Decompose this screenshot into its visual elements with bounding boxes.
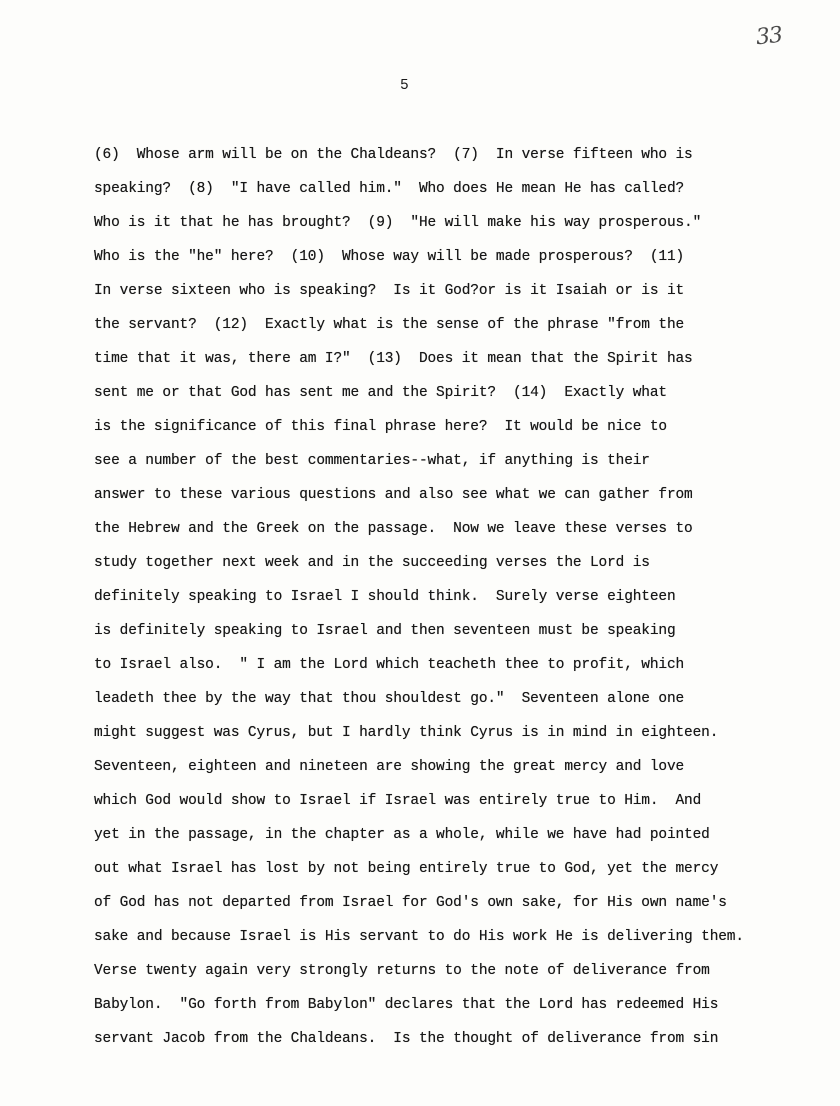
text-line: out what Israel has lost by not being entirely true to God, yet the mercy: [94, 861, 719, 877]
text-line: Seventeen, eighteen and nineteen are showing the great mercy and love: [94, 759, 685, 775]
text-line: definitely speaking to Israel I should think. Surely verse eighteen: [94, 589, 676, 605]
text-line: Who is the "he" here? (10) Whose way will be made prosperous? (11): [94, 249, 685, 265]
text-line: leadeth thee by the way that thou shouldest go." Seventeen alone one: [94, 691, 685, 707]
text-line: the Hebrew and the Greek on the passage. Now we leave these verses to: [94, 521, 693, 537]
text-line: of God has not departed from Israel for God's own sake, for His own name's: [94, 895, 727, 911]
text-line: Babylon. "Go forth from Babylon" declares that the Lord has redeemed His: [94, 997, 719, 1013]
text-line: answer to these various questions and also see what we can gather from: [94, 487, 693, 503]
text-line: study together next week and in the succeeding verses the Lord is: [94, 555, 650, 571]
text-line: see a number of the best commentaries--what, if anything is their: [94, 453, 650, 469]
page-number: 5: [400, 78, 409, 94]
text-line: is definitely speaking to Israel and then seventeen must be speaking: [94, 623, 676, 639]
text-line: which God would show to Israel if Israel was entirely true to Him. And: [94, 793, 702, 809]
text-line: speaking? (8) "I have called him." Who does He mean He has called?: [94, 181, 685, 197]
text-line: might suggest was Cyrus, but I hardly think Cyrus is in mind in eighteen.: [94, 725, 719, 741]
text-line: to Israel also. " I am the Lord which teacheth thee to profit, which: [94, 657, 685, 673]
handwritten-folio-number: 33: [754, 22, 784, 51]
text-line: Who is it that he has brought? (9) "He will make his way prosperous.": [94, 215, 702, 231]
text-line: the servant? (12) Exactly what is the sense of the phrase "from the: [94, 317, 685, 333]
text-line: sake and because Israel is His servant to do His work He is delivering them.: [94, 929, 744, 945]
text-line: yet in the passage, in the chapter as a whole, while we have had pointed: [94, 827, 710, 843]
text-line: is the significance of this final phrase here? It would be nice to: [94, 419, 667, 435]
text-line: sent me or that God has sent me and the Spirit? (14) Exactly what: [94, 385, 667, 401]
text-line: (6) Whose arm will be on the Chaldeans? (7) In verse fifteen who is: [94, 147, 693, 163]
text-line: servant Jacob from the Chaldeans. Is the thought of deliverance from sin: [94, 1031, 719, 1047]
text-line: time that it was, there am I?" (13) Does it mean that the Spirit has: [94, 351, 693, 367]
text-line: In verse sixteen who is speaking? Is it God?or is it Isaiah or is it: [94, 283, 685, 299]
text-line: Verse twenty again very strongly returns to the note of deliverance from: [94, 963, 710, 979]
body-text: [94, 145, 814, 1063]
